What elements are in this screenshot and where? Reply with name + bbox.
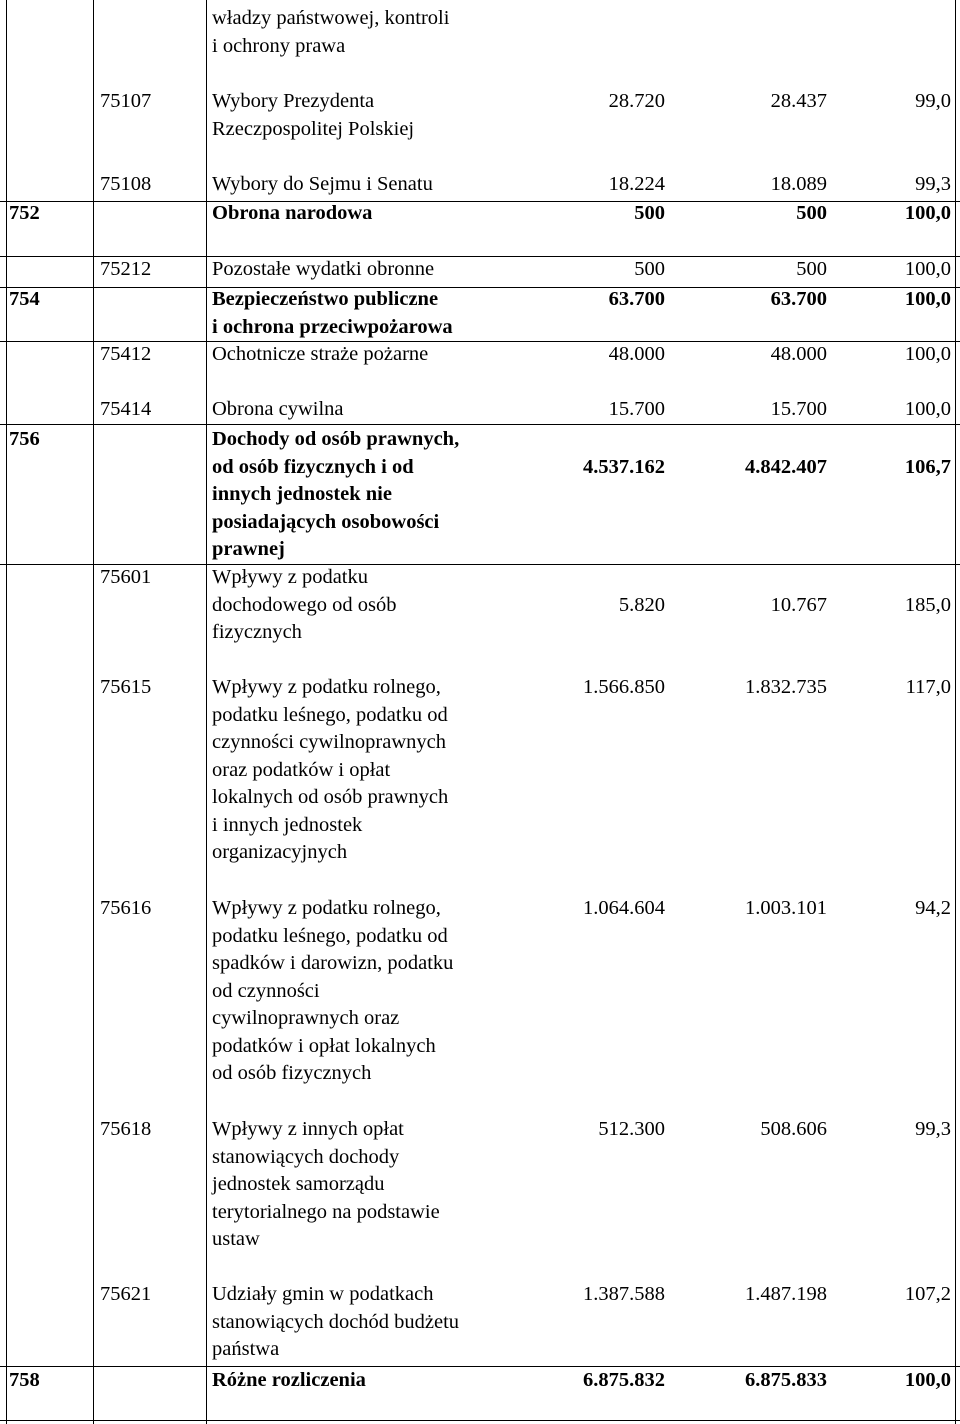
nazwa-cell: Wpływy z innych opłat stanowiących dochody jednostek samorządu terytorialnego na podstawie ustaw [212, 1118, 440, 1250]
procent-cell: 106,7 [904, 456, 951, 478]
nazwa-cell: Udziały gmin w podatkach stanowiących dochód budżetu państwa [212, 1283, 460, 1360]
plan-cell: 500 [634, 202, 665, 224]
wykonanie-cell: 1.487.198 [745, 1283, 827, 1305]
nazwa-cell: Pozostałe wydatki obronne [212, 258, 435, 280]
nazwa-cell: Wpływy z podatku rolnego, podatku leśnego, podatku od czynności cywilnoprawnych oraz podatków i opłat lokalnych od osób prawnych i innych jednostek organizacyjnych [212, 676, 449, 863]
nazwa-cell: Ochotnicze straże pożarne [212, 343, 429, 365]
rozdzial-cell: 75414 [100, 398, 152, 420]
procent-cell: 99,3 [915, 173, 951, 195]
column-divider [206, 0, 207, 1424]
wykonanie-cell: 15.700 [770, 398, 827, 420]
wykonanie-cell: 1.003.101 [745, 897, 827, 919]
plan-cell: 1.566.850 [583, 676, 665, 698]
nazwa-cell: Wybory do Sejmu i Senatu [212, 173, 433, 195]
rozdzial-cell: 75618 [100, 1118, 152, 1140]
wykonanie-cell: 500 [796, 258, 827, 280]
nazwa-cell: Obrona narodowa [212, 202, 373, 224]
procent-cell: 94,2 [915, 897, 951, 919]
nazwa-cell: Wybory Prezydenta Rzeczpospolitej Polskiej [212, 90, 415, 140]
procent-cell: 107,2 [904, 1283, 951, 1305]
section-rule [0, 424, 960, 425]
procent-cell: 100,0 [904, 1369, 951, 1391]
procent-cell: 99,0 [915, 90, 951, 112]
column-divider [93, 0, 94, 1424]
wykonanie-cell: 48.000 [770, 343, 827, 365]
plan-cell: 48.000 [608, 343, 665, 365]
procent-cell: 100,0 [904, 288, 951, 310]
nazwa-cell: Wpływy z podatku rolnego, podatku leśnego, podatku od spadków i darowizn, podatku od czynności cywilnoprawnych oraz podatków i opłat lokalnych od osób fizycznych [212, 897, 454, 1084]
table-border-bottom [0, 1420, 960, 1421]
plan-cell: 1.064.604 [583, 897, 665, 919]
wykonanie-cell: 18.089 [770, 173, 827, 195]
rozdzial-cell: 75601 [100, 566, 152, 588]
nazwa-cell: Obrona cywilna [212, 398, 344, 420]
wykonanie-cell: 10.767 [770, 594, 827, 616]
dzial-cell: 752 [9, 202, 40, 224]
dzial-cell: 756 [9, 428, 40, 450]
wykonanie-cell: 4.842.407 [745, 456, 827, 478]
wykonanie-cell: 1.832.735 [745, 676, 827, 698]
table-border-left [6, 0, 7, 1424]
procent-cell: 100,0 [904, 258, 951, 280]
plan-cell: 500 [634, 258, 665, 280]
plan-cell: 4.537.162 [583, 456, 665, 478]
dzial-cell: 754 [9, 288, 40, 310]
wykonanie-cell: 63.700 [770, 288, 827, 310]
plan-cell: 1.387.588 [583, 1283, 665, 1305]
dzial-cell: 758 [9, 1369, 40, 1391]
procent-cell: 100,0 [904, 202, 951, 224]
plan-cell: 63.700 [608, 288, 665, 310]
wykonanie-cell: 508.606 [760, 1118, 827, 1140]
nazwa-cell: Bezpieczeństwo publiczne i ochrona przeciwpożarowa [212, 288, 453, 338]
rozdzial-cell: 75621 [100, 1283, 152, 1305]
rozdzial-cell: 75412 [100, 343, 152, 365]
plan-cell: 6.875.832 [583, 1369, 665, 1391]
procent-cell: 100,0 [904, 398, 951, 420]
plan-cell: 15.700 [608, 398, 665, 420]
nazwa-cell: Wpływy z podatku dochodowego od osób fizycznych [212, 566, 397, 643]
rozdzial-cell: 75615 [100, 676, 152, 698]
rozdzial-cell: 75616 [100, 897, 152, 919]
procent-cell: 185,0 [904, 594, 951, 616]
plan-cell: 5.820 [618, 594, 665, 616]
rozdzial-cell: 75212 [100, 258, 152, 280]
procent-cell: 100,0 [904, 343, 951, 365]
rozdzial-cell: 75107 [100, 90, 152, 112]
plan-cell: 18.224 [608, 173, 665, 195]
plan-cell: 512.300 [598, 1118, 665, 1140]
procent-cell: 117,0 [905, 676, 951, 698]
wykonanie-cell: 28.437 [770, 90, 827, 112]
procent-cell: 99,3 [915, 1118, 951, 1140]
nazwa-cell: władzy państwowej, kontroli i ochrony prawa [212, 7, 450, 57]
nazwa-cell: Dochody od osób prawnych, od osób fizycznych i od innych jednostek nie posiadających osobowości prawnej [212, 428, 460, 560]
wykonanie-cell: 500 [796, 202, 827, 224]
plan-cell: 28.720 [608, 90, 665, 112]
nazwa-cell: Różne rozliczenia [212, 1369, 366, 1391]
wykonanie-cell: 6.875.833 [745, 1369, 827, 1391]
rozdzial-cell: 75108 [100, 173, 152, 195]
table-border-right [955, 0, 956, 1424]
